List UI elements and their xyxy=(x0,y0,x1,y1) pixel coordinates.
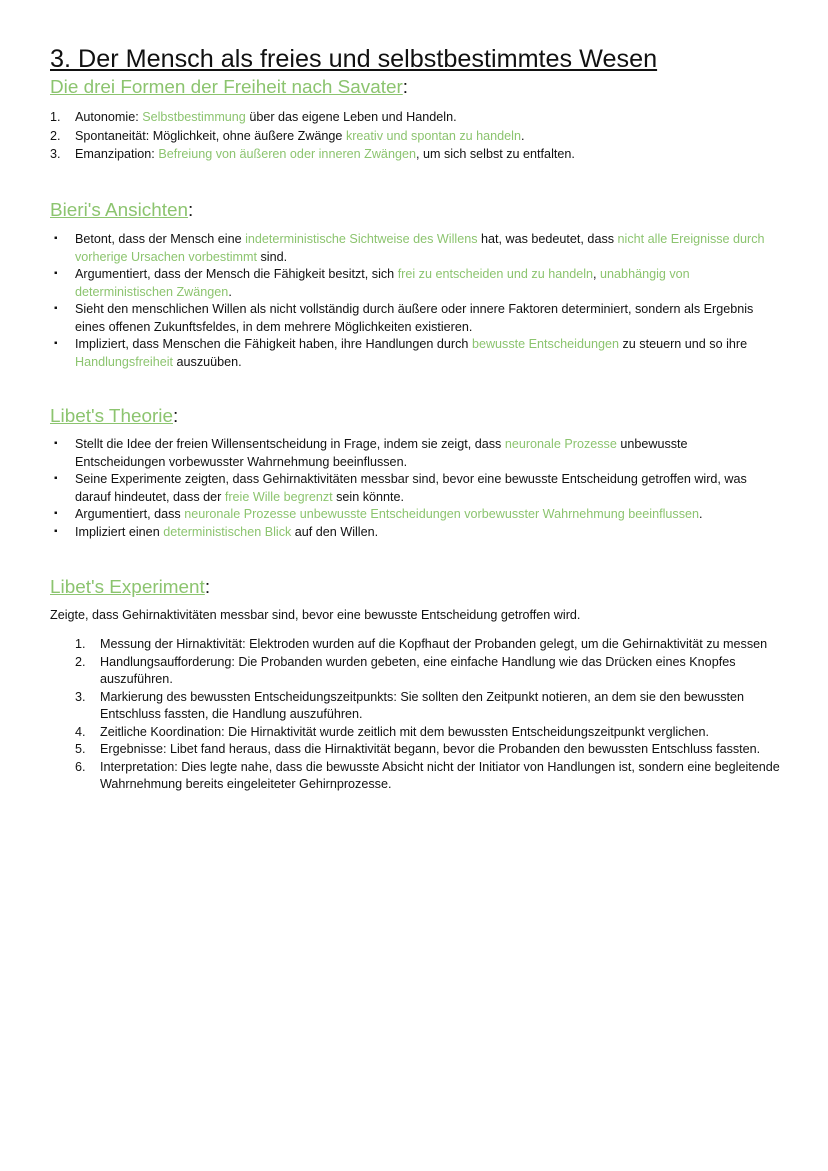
savater-list xyxy=(50,109,790,165)
bullet-icon: ▪ xyxy=(54,473,58,484)
item-text: Emanzipation: xyxy=(75,147,159,161)
highlight-text: neuronale Prozesse xyxy=(504,437,617,451)
list-number: 2. xyxy=(50,128,61,143)
highlight-text: unabhängig von deterministischen Zwängen xyxy=(75,267,690,299)
item-text: Seine Experimente zeigten, dass Gehirnaktivitäten messbar sind, bevor eine bewusste Entscheidung getroffen wird, was darauf hindeutet, dass der xyxy=(75,472,747,504)
item-text: Argumentiert, dass der Mensch die Fähigkeit besitzt, sich xyxy=(75,267,398,281)
highlight-text: Befreiung von äußeren oder inneren Zwängen xyxy=(158,147,416,161)
bieri-list xyxy=(50,231,780,371)
list-item xyxy=(50,524,780,542)
bullet-icon: ▪ xyxy=(54,233,58,244)
list-number: 1. xyxy=(75,637,86,651)
bullet-icon: ▪ xyxy=(54,438,58,449)
list-item xyxy=(50,128,790,146)
list-item xyxy=(50,436,780,471)
item-text: Handlungsaufforderung: Die Probanden wurden gebeten, eine einfache Handlung wie das Drücken eines Knopfes auszuführen. xyxy=(100,654,736,686)
list-item xyxy=(50,146,790,164)
libet-theory-heading-colon: : xyxy=(172,406,179,427)
highlight-text: bewusste Entscheidungen xyxy=(471,337,619,351)
list-item xyxy=(75,654,790,689)
highlight-text: neuronale Prozesse unbewusste Entscheidungen vorbewusster Wahrnehmung beeinflussen xyxy=(184,507,699,521)
highlight-text: nicht alle Ereignisse durch vorherige Ursachen vorbestimmt xyxy=(75,232,765,264)
list-number: 6. xyxy=(75,759,86,774)
list-number: 3. xyxy=(75,689,86,704)
list-item xyxy=(75,741,790,759)
item-text: . xyxy=(699,507,703,521)
item-text: Stellt die Idee der freien Willensentscheidung in Frage, indem sie zeigt, dass xyxy=(75,437,505,451)
item-text: Spontaneität: Möglichkeit, ohne äußere Zwänge xyxy=(75,128,346,143)
list-item xyxy=(50,336,780,371)
item-text: auf den Willen. xyxy=(291,524,379,539)
item-text: Sieht den menschlichen Willen als nicht vollständig durch äußere oder innere Faktoren determiniert, sondern als Ergebnis eines offenen Zukunftsfeldes, in dem mehrere Möglichkeiten existieren. xyxy=(75,302,754,334)
highlight-text: frei zu entscheiden und zu handeln xyxy=(397,267,594,281)
bieri-heading xyxy=(50,202,790,220)
bullet-icon: ▪ xyxy=(54,268,58,279)
highlight-text: deterministischen Blick xyxy=(163,524,292,539)
section-title: 3. Der Mensch als freies und selbstbestimmtes Wesen xyxy=(50,45,658,73)
item-text: sind. xyxy=(256,249,288,264)
item-text: auszuüben. xyxy=(173,354,242,369)
list-item xyxy=(50,266,780,301)
libet-experiment-steps xyxy=(75,636,790,794)
list-number: 3. xyxy=(50,147,61,161)
item-text: über das eigene Leben und Handeln. xyxy=(245,110,457,124)
list-item xyxy=(75,759,790,794)
list-number: 5. xyxy=(75,742,86,756)
bullet-icon: ▪ xyxy=(54,303,58,314)
list-item xyxy=(75,724,790,742)
bieri-heading-colon: : xyxy=(188,200,194,221)
item-text: . xyxy=(228,284,232,299)
list-number: 1. xyxy=(50,110,61,124)
highlight-text: Selbstbestimmung xyxy=(142,110,246,124)
item-text: Markierung des bewussten Entscheidungszeitpunkts: Sie sollten den Zeitpunkt notieren, an dem sie den bewussten Entschluss fassten, die Handlung auszuführen. xyxy=(100,689,745,721)
libet-theory-heading-text: Libet's Theorie xyxy=(50,406,173,427)
list-item xyxy=(50,109,790,127)
item-text: Messung der Hirnaktivität: Elektroden wurden auf die Kopfhaut der Probanden gelegt, um die Gehirnaktivität zu messen xyxy=(100,637,768,651)
item-text: unbewusste Entscheidungen vorbewusster Wahrnehmung beeinflussen. xyxy=(75,437,688,469)
item-text: Autonomie: xyxy=(75,110,143,124)
highlight-text: indeterministische Sichtweise des Willens xyxy=(245,232,478,246)
libet-experiment-heading xyxy=(50,579,790,597)
list-item xyxy=(50,231,780,266)
highlight-text: Handlungsfreiheit xyxy=(75,354,174,369)
libet-experiment-intro: Zeigte, dass Gehirnaktivitäten messbar sind, bevor eine bewusste Entscheidung getroffen wird. xyxy=(50,608,581,622)
bullet-icon: ▪ xyxy=(54,338,58,349)
libet-experiment-heading-colon: : xyxy=(204,577,211,598)
savater-heading xyxy=(50,79,790,97)
list-item xyxy=(50,506,780,524)
item-text: Argumentiert, dass xyxy=(75,507,185,521)
item-text: , xyxy=(593,267,601,281)
libet-theory-heading xyxy=(50,408,790,426)
item-text: , um sich selbst zu entfalten. xyxy=(415,147,575,161)
bullet-icon: ▪ xyxy=(54,508,58,519)
item-text: hat, was bedeutet, dass xyxy=(477,232,618,246)
item-text: Interpretation: Dies legte nahe, dass die bewusste Absicht nicht der Initiator von Handlungen ist, sondern eine begleitende Wahrnehmung bereits eingeleiteter Gehirnprozesse. xyxy=(100,759,780,791)
bullet-icon: ▪ xyxy=(54,525,58,537)
highlight-text: kreativ und spontan zu handeln xyxy=(345,128,521,143)
bieri-heading-text: Bieri's Ansichten xyxy=(50,200,189,221)
savater-heading-text: Die drei Formen der Freiheit nach Savater xyxy=(50,77,403,98)
item-text: Betont, dass der Mensch eine xyxy=(75,232,246,246)
libet-experiment-heading-text: Libet's Experiment xyxy=(50,577,205,598)
list-item xyxy=(75,689,790,724)
savater-heading-colon: : xyxy=(402,77,409,98)
item-text: zu steuern und so ihre xyxy=(618,337,748,351)
item-text: Impliziert einen xyxy=(75,524,164,539)
list-number: 4. xyxy=(75,724,86,739)
libet-theory-list xyxy=(50,436,780,541)
highlight-text: freie Wille begrenzt xyxy=(224,489,333,504)
list-item xyxy=(75,636,790,654)
item-text: sein könnte. xyxy=(332,489,405,504)
item-text: Ergebnisse: Libet fand heraus, dass die Hirnaktivität begann, bevor die Probanden den bewussten Entschluss fassten. xyxy=(100,742,761,756)
item-text: Impliziert, dass Menschen die Fähigkeit haben, ihre Handlungen durch xyxy=(75,337,472,351)
list-item xyxy=(50,301,780,336)
item-text: Zeitliche Koordination: Die Hirnaktivität wurde zeitlich mit dem bewussten Entscheidungszeitpunkt verglichen. xyxy=(100,724,709,739)
list-item xyxy=(50,471,780,506)
item-text: . xyxy=(520,128,525,143)
list-number: 2. xyxy=(75,654,86,669)
